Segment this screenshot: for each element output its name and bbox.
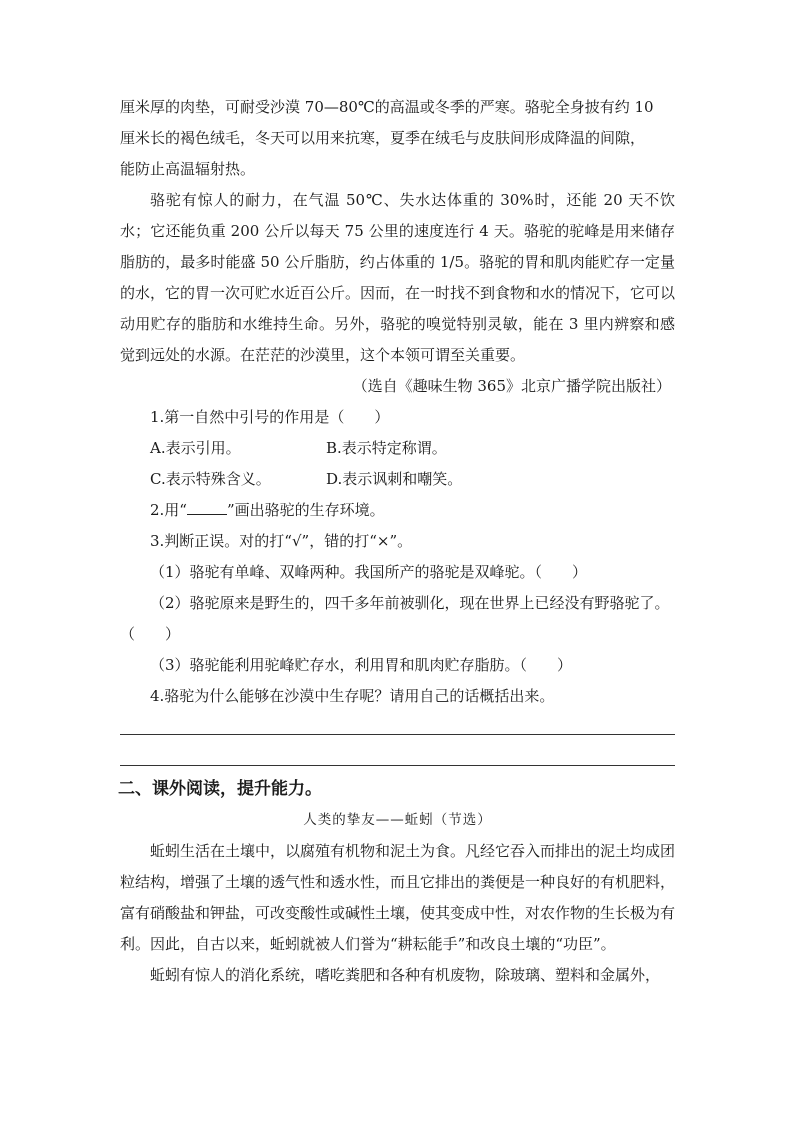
text-line: 厘米厚的肉垫，可耐受沙漠 70—80℃的高温或冬季的严寒。骆驼全身披有约 10	[120, 98, 654, 116]
option-b: B.表示特定称谓。	[326, 439, 447, 457]
document-page	[120, 92, 675, 991]
question-2: 2.用“ ”画出骆驼的生存环境。	[150, 501, 385, 519]
question-3-item-1: （1）骆驼有单峰、双峰两种。我国所产的骆驼是双峰驼。（ ）	[150, 563, 588, 581]
passage-paragraph-2: 骆驼有惊人的耐力，在气温 50℃、失水达体重的 30%时，还能 20 天不饮水；它还能负重 200 公斤以每天 75 公里的速度连行 4 天。骆驼的驼峰是用来储存脂肪的，最多时能盛 50 公斤脂肪，约占体重的 1/5。骆驼的胃和肌肉能贮存一定量的水，它的胃一次可贮水近百公斤。因而，在一时找不到食物和水的情况下，它可以动用贮存的脂肪和水维持生命。另外，骆驼的嗅觉特别灵敏，能在 3 里内辨察和感觉到远处的水源。在茫茫的沙漠里，这个本领可谓至关重要。	[120, 191, 676, 364]
question-1-options-row-2	[120, 464, 675, 495]
question-3-item-2: （2）骆驼原来是野生的，四千多年前被驯化，现在世界上已经没有野骆驼了。（ ）	[120, 594, 670, 643]
question-3: 3.判断正误。对的打“√”，错的打“×”。	[150, 532, 413, 550]
section-heading: 二、课外阅读，提升能力。	[118, 779, 322, 799]
passage-paragraph-1	[120, 92, 675, 185]
option-c: C.表示特殊含义。	[150, 470, 271, 488]
article-paragraph-2: 蚯蚓有惊人的消化系统，嗜吃粪肥和各种有机废物，除玻璃、塑料和金属外，	[150, 966, 661, 984]
question-1: 1.第一自然中引号的作用是（ ）	[150, 408, 390, 426]
question-1-options-row-1	[120, 433, 675, 464]
article-title: 人类的挚友——蚯蚓（节选）	[303, 812, 492, 828]
underline-blank	[187, 500, 227, 515]
article-paragraph-1: 蚯蚓生活在土壤中，以腐殖有机物和泥土为食。凡经它吞入而排出的泥土均成团粒结构，增强了土壤的透气性和透水性，而且它排出的粪便是一种良好的有机肥料，富有硝酸盐和钾盐，可改变酸性或碱性土壤，使其变成中性，对农作物的生长极为有利。因此，自古以来，蚯蚓就被人们誉为“耕耘能手”和改良土壤的“功臣”。	[120, 842, 676, 953]
question-4: 4.骆驼为什么能够在沙漠中生存呢？请用自己的话概括出来。	[150, 687, 555, 705]
source-citation: （选自《趣味生物 365》北京广播学院出版社）	[352, 377, 671, 395]
text-line: 能防止高温辐射热。	[120, 160, 256, 178]
text-line: 厘米长的褐色绒毛，冬天可以用来抗寒，夏季在绒毛与皮肤间形成降温的间隙，	[120, 129, 646, 147]
option-a: A.表示引用。	[150, 439, 241, 457]
option-d: D.表示讽刺和嘲笑。	[326, 470, 463, 488]
question-3-item-3: （3）骆驼能利用驼峰贮存水，利用胃和肌肉贮存脂肪。（ ）	[150, 656, 573, 674]
